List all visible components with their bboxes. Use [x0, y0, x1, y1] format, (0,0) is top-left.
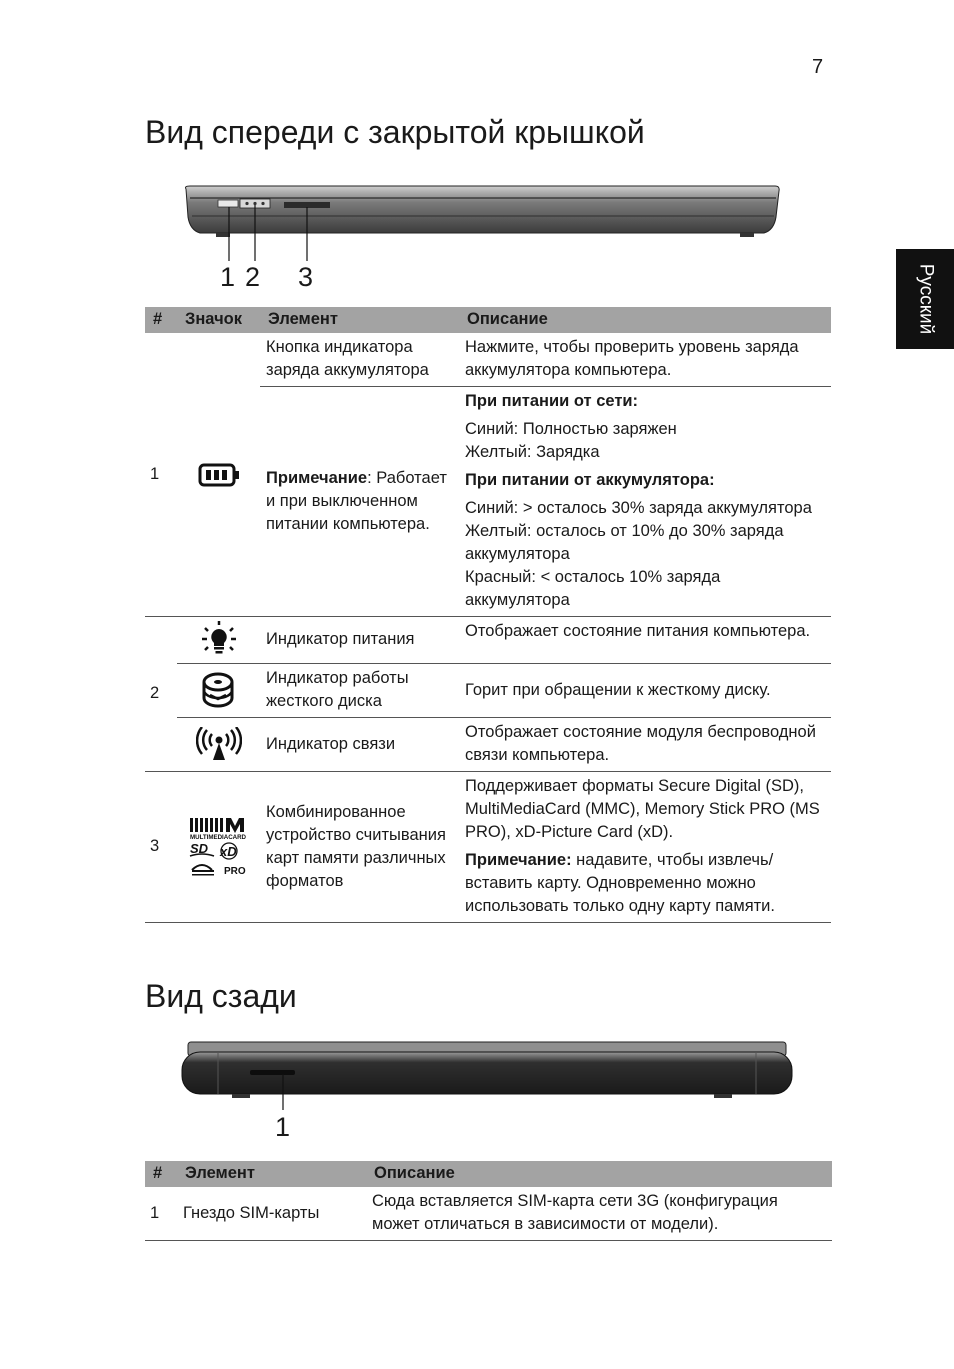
battery-red-state: Красный: < осталось 10% заряда аккумулятора: [465, 568, 721, 609]
svg-text:MULTIMEDIACARD: MULTIMEDIACARD: [189, 834, 246, 841]
description-sim-slot: Сюда вставляется SIM-карта сети 3G (конфигурация может отличаться в зависимости от модели).: [366, 1187, 832, 1241]
header-element: Элемент: [260, 307, 459, 333]
battery-icon: [177, 333, 260, 617]
language-tab: [896, 249, 954, 349]
rear-view-illustration: [178, 1040, 796, 1104]
laptop-rear-drawing: [178, 1040, 796, 1104]
card-reader-formats: Поддерживает форматы Secure Digital (SD), MultiMediaCard (MMC), Memory Stick PRO (MS PRO), xD-Picture Card (xD).: [465, 777, 820, 841]
hdd-icon: [177, 664, 260, 718]
header-description: Описание: [459, 307, 831, 333]
ac-yellow-state: Желтый: Зарядка: [465, 443, 600, 461]
note-text: : Работает и при выключенном питании компьютера.: [266, 468, 447, 533]
table-row: [145, 1187, 832, 1241]
rear-components-table: [145, 1161, 832, 1241]
header-num: #: [145, 1161, 177, 1187]
svg-text:SD: SD: [189, 841, 208, 856]
front-components-table: [145, 307, 831, 923]
front-callout-1: 1: [220, 262, 236, 292]
battery-blue-state: Синий: > осталось 30% заряда аккумулятора: [465, 499, 812, 517]
front-callout-2: 2: [245, 262, 261, 292]
svg-text:PRO: PRO: [223, 866, 246, 877]
header-description: Описание: [366, 1161, 832, 1187]
row-number: 1: [145, 333, 177, 617]
element-card-reader: Комбинированное устройство считывания карт памяти различных форматов: [260, 772, 459, 923]
description-battery-button: Нажмите, чтобы проверить уровень заряда аккумулятора компьютера.: [459, 333, 831, 387]
battery-yellow-state: Желтый: осталось от 10% до 30% заряда аккумулятора: [465, 522, 784, 563]
row-number: 1: [145, 1187, 177, 1241]
table-row: [145, 772, 831, 923]
row-number: 3: [145, 772, 177, 923]
power-indicator-icon: [177, 617, 260, 664]
card-reader-note: [465, 849, 825, 918]
front-view-title: Вид спереди с закрытой крышкой: [145, 114, 645, 150]
wireless-icon: [177, 718, 260, 772]
table-row: [145, 664, 831, 718]
header-num: #: [145, 307, 177, 333]
language-tab-label: Русский: [915, 263, 936, 335]
battery-power-heading: При питании от аккумулятора:: [465, 471, 715, 489]
ac-blue-state: Синий: Полностью заряжен: [465, 420, 677, 438]
note-text: надавите, чтобы извлечь/ вставить карту. Одновременно можно использовать только одну карту памяти.: [465, 851, 775, 915]
element-hdd-indicator: Индикатор работы жесткого диска: [260, 664, 459, 718]
description-wireless-indicator: Отображает состояние модуля беспроводной связи компьютера.: [459, 718, 831, 772]
header-element: Элемент: [177, 1161, 366, 1187]
rear-view-title: Вид сзади: [145, 978, 297, 1014]
note-label: Примечание:: [465, 851, 572, 869]
row-number: 2: [145, 617, 177, 772]
front-callout-lines: [220, 195, 320, 265]
table-row: [145, 718, 831, 772]
element-battery-note: [260, 387, 459, 617]
header-icon: Значок: [177, 307, 260, 333]
ac-power-heading: При питании от сети:: [465, 392, 639, 410]
table-row: [145, 617, 831, 664]
table-header-row: [145, 307, 831, 333]
description-card-reader: [459, 772, 831, 923]
element-sim-slot: Гнездо SIM-карты: [177, 1187, 366, 1241]
element-power-indicator: Индикатор питания: [260, 617, 459, 664]
note-label: Примечание: [266, 468, 368, 487]
page-number: 7: [812, 56, 824, 78]
front-callout-3: 3: [298, 262, 314, 292]
element-wireless-indicator: Индикатор связи: [260, 718, 459, 772]
element-battery-button: Кнопка индикатора заряда аккумулятора: [260, 333, 459, 387]
table-row: [145, 333, 831, 387]
description-hdd-indicator: Горит при обращении к жесткому диску.: [459, 664, 831, 718]
table-header-row: [145, 1161, 832, 1187]
rear-callout-line: [278, 1074, 288, 1114]
rear-callout-1: 1: [275, 1112, 291, 1142]
svg-text:xD: xD: [219, 844, 237, 859]
description-power-indicator: Отображает состояние питания компьютера.: [459, 617, 831, 664]
description-battery-states: [459, 387, 831, 617]
card-reader-logos-icon: [177, 772, 260, 923]
